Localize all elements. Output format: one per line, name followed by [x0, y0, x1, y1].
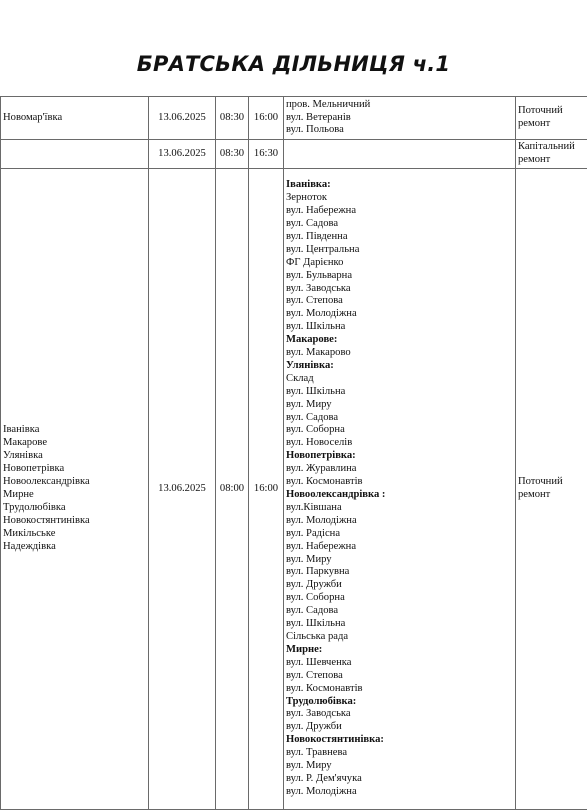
settlement-name: Улянівка [3, 450, 146, 463]
street-address: вул. Молодіжна [286, 515, 513, 528]
settlement-heading: Макарове: [286, 334, 513, 347]
settlement-name: Новомар'ївка [3, 112, 146, 125]
street-address: вул. Бульварна [286, 270, 513, 283]
end-time-cell: 16:30 [249, 140, 284, 169]
settlement-name: Новоолександрівка [3, 476, 146, 489]
street-address: вул. Польова [286, 124, 513, 137]
settlement-heading: Мирне: [286, 644, 513, 657]
street-address: вул. Травнева [286, 747, 513, 760]
settlement-heading: Новопетрівка: [286, 450, 513, 463]
street-address: вул. Степова [286, 295, 513, 308]
addresses-cell [284, 97, 516, 140]
settlement-heading: Трудолюбівка: [286, 696, 513, 709]
street-address: вул. Соборна [286, 592, 513, 605]
street-address: вул. Ветеранів [286, 112, 513, 125]
table-row [1, 140, 587, 169]
street-address: вул. Набережна [286, 205, 513, 218]
street-address: вул. Р. Дем'ячука [286, 773, 513, 786]
street-address: вул. Миру [286, 554, 513, 567]
settlement-name: Микільське [3, 528, 146, 541]
work-type-cell [516, 169, 587, 810]
settlement-name: Надеждівка [3, 541, 146, 554]
settlement-name: Макарове [3, 437, 146, 450]
start-time-cell: 08:30 [216, 97, 249, 140]
settlements-cell [1, 169, 149, 810]
street-address: вул. Журавлина [286, 463, 513, 476]
work-type-text: Поточний [518, 105, 585, 118]
street-address: пров. Мельничний [286, 99, 513, 112]
outage-schedule-table [0, 96, 587, 810]
settlement-name: Іванівка [3, 424, 146, 437]
street-address: вул. Миру [286, 399, 513, 412]
street-address: вул. Заводська [286, 283, 513, 296]
street-address: вул. Степова [286, 670, 513, 683]
street-address: вул. Заводська [286, 708, 513, 721]
work-type-text: ремонт [518, 154, 585, 167]
street-address: вул. Садова [286, 218, 513, 231]
settlement-name: Трудолюбівка [3, 502, 146, 515]
work-type-cell [516, 97, 587, 140]
street-address: вул.Ківшана [286, 502, 513, 515]
street-address: вул. Соборна [286, 424, 513, 437]
street-address: вул. Шкільна [286, 618, 513, 631]
schedule-body [1, 97, 587, 810]
street-address: вул. Шевченка [286, 657, 513, 670]
street-address: Склад [286, 373, 513, 386]
settlement-name: Мирне [3, 489, 146, 502]
date-cell: 13.06.2025 [149, 140, 216, 169]
street-address: вул. Шкільна [286, 386, 513, 399]
street-address: вул. Дружби [286, 579, 513, 592]
work-type-cell [516, 140, 587, 169]
work-type-text: Капітальний [518, 141, 585, 154]
end-time-cell: 16:00 [249, 169, 284, 810]
street-address: Зерноток [286, 192, 513, 205]
street-address: Сільська рада [286, 631, 513, 644]
settlement-heading: Новоолександрівка : [286, 489, 513, 502]
addresses-cell [284, 140, 516, 169]
work-type-text: Поточний [518, 476, 585, 489]
page-title: БРАТСЬКА ДІЛЬНИЦЯ ч.1 [0, 52, 587, 76]
table-row [1, 97, 587, 140]
street-address: вул. Космонавтів [286, 683, 513, 696]
table-row [1, 169, 587, 810]
street-address: вул. Садова [286, 605, 513, 618]
street-address: вул. Макарово [286, 347, 513, 360]
settlement-heading: Улянівка: [286, 360, 513, 373]
end-time-cell: 16:00 [249, 97, 284, 140]
settlements-cell [1, 140, 149, 169]
street-address: вул. Молодіжна [286, 308, 513, 321]
street-address: ФГ Дарієнко [286, 257, 513, 270]
street-address: вул. Молодіжна [286, 786, 513, 799]
street-address: вул. Новоселів [286, 437, 513, 450]
settlement-name: Новокостянтинівка [3, 515, 146, 528]
settlements-cell [1, 97, 149, 140]
settlement-heading: Іванівка: [286, 179, 513, 192]
work-type-text: ремонт [518, 489, 585, 502]
street-address: вул. Паркувна [286, 566, 513, 579]
addresses-cell [284, 169, 516, 810]
street-address: вул. Миру [286, 760, 513, 773]
settlement-heading: Новокостянтинівка: [286, 734, 513, 747]
street-address: вул. Набережна [286, 541, 513, 554]
street-address: вул. Радісна [286, 528, 513, 541]
street-address: вул. Дружби [286, 721, 513, 734]
street-address: вул. Центральна [286, 244, 513, 257]
street-address: вул. Садова [286, 412, 513, 425]
work-type-text: ремонт [518, 118, 585, 131]
street-address: вул. Південна [286, 231, 513, 244]
date-cell: 13.06.2025 [149, 97, 216, 140]
settlement-name: Новопетрівка [3, 463, 146, 476]
date-cell: 13.06.2025 [149, 169, 216, 810]
start-time-cell: 08:00 [216, 169, 249, 810]
start-time-cell: 08:30 [216, 140, 249, 169]
street-address: вул. Космонавтів [286, 476, 513, 489]
street-address: вул. Шкільна [286, 321, 513, 334]
